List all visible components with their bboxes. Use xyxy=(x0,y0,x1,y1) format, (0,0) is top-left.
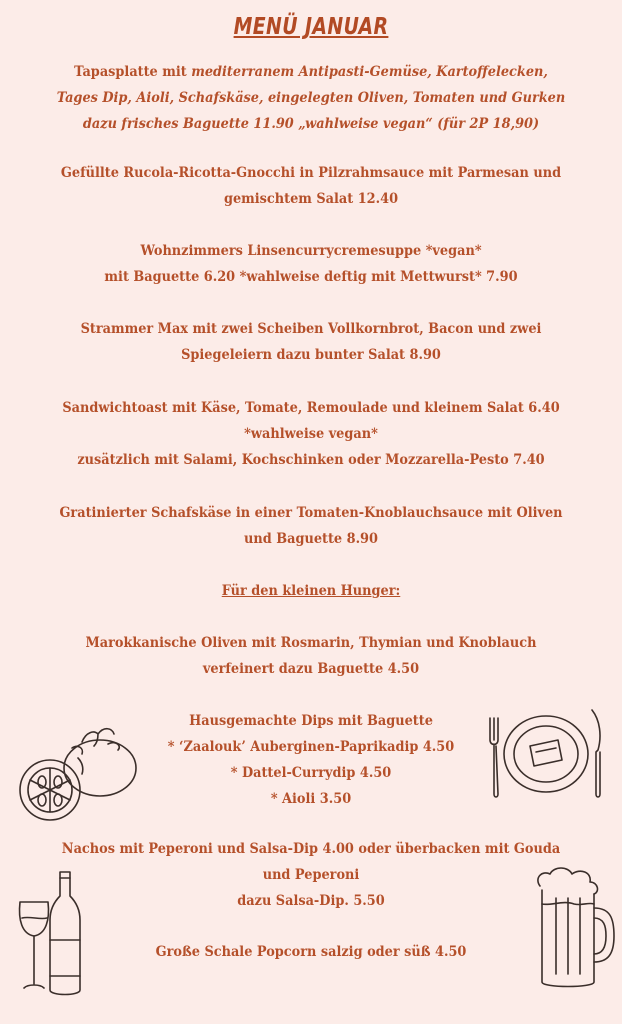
tapas-line-1-italic: mediterranem Antipasti-Gemüse, Kartoffelecken, xyxy=(191,64,548,80)
max-line-2: Spiegeleiern dazu bunter Salat 8.90 xyxy=(181,347,441,363)
dips-line-3: * Dattel-Currydip 4.50 xyxy=(230,765,392,781)
nachos-line-1: Nachos mit Peperoni und Salsa-Dip 4.00 oder überbacken mit Gouda xyxy=(61,841,561,857)
menu-item-schafskaese xyxy=(25,500,597,552)
tapas-line-1-plain: Tapasplatte mit xyxy=(74,64,192,80)
tapas-line-2: Tages Dip, Aioli, Schafskäse, eingelegten Oliven, Tomaten und Gurken xyxy=(56,90,566,106)
menu-item-sandwichtoast xyxy=(25,395,597,473)
dips-line-2: * ‘Zaalouk’ Auberginen-Paprikadip 4.50 xyxy=(167,739,455,755)
menu-item-oliven xyxy=(25,630,597,682)
schafskaese-line-1: Gratinierter Schafskäse in einer Tomaten-Knoblauchsauce mit Oliven xyxy=(59,505,563,521)
tomato-illustration-icon xyxy=(12,718,138,830)
menu-title: MENÜ JANUAR xyxy=(233,14,389,40)
nachos-line-3: dazu Salsa-Dip. 5.50 xyxy=(237,893,385,909)
oliven-line-1: Marokkanische Oliven mit Rosmarin, Thymian und Knoblauch xyxy=(85,635,537,651)
toast-line-1: Sandwichtoast mit Käse, Tomate, Remoulade und kleinem Salat 6.40 xyxy=(62,400,560,416)
menu-item-strammer-max xyxy=(25,316,597,368)
plate-cutlery-icon xyxy=(484,706,608,802)
tapas-line-1 xyxy=(25,59,597,85)
popcorn-line-1: Große Schale Popcorn salzig oder süß 4.50 xyxy=(155,944,467,960)
suppe-line-1: Wohnzimmers Linsencurrycremesuppe *vegan* xyxy=(140,243,482,259)
menu-item-tapasplatte xyxy=(25,59,597,137)
menu-item-popcorn xyxy=(25,939,597,965)
schafskaese-line-2: und Baguette 8.90 xyxy=(244,531,378,547)
tapas-line-3: dazu frisches Baguette 11.90 „wahlweise vegan“ (für 2P 18,90) xyxy=(82,116,540,132)
menu-item-nachos xyxy=(25,836,597,914)
max-line-1: Strammer Max mit zwei Scheiben Vollkornbrot, Bacon und zwei xyxy=(80,321,542,337)
section-heading-small-hunger xyxy=(25,578,597,604)
toast-line-2: *wahlweise vegan* xyxy=(244,426,378,442)
section-small-label: Für den kleinen Hunger: xyxy=(221,583,401,599)
suppe-line-2: mit Baguette 6.20 *wahlweise deftig mit Mettwurst* 7.90 xyxy=(104,269,518,285)
beer-mug-icon xyxy=(528,864,618,994)
dips-line-4: * Aioli 3.50 xyxy=(270,791,352,807)
gnocchi-line-2: gemischtem Salat 12.40 xyxy=(223,191,399,207)
menu-item-suppe xyxy=(25,238,597,290)
dips-line-1: Hausgemachte Dips mit Baguette xyxy=(189,713,433,729)
wine-bottle-glass-icon xyxy=(16,866,84,1000)
nachos-line-2: und Peperoni xyxy=(262,867,360,883)
gnocchi-line-1: Gefüllte Rucola-Ricotta-Gnocchi in Pilzrahmsauce mit Parmesan und xyxy=(60,165,562,181)
oliven-line-2: verfeinert dazu Baguette 4.50 xyxy=(202,661,420,677)
toast-line-3: zusätzlich mit Salami, Kochschinken oder Mozzarella-Pesto 7.40 xyxy=(77,452,545,468)
menu-item-gnocchi xyxy=(25,160,597,212)
